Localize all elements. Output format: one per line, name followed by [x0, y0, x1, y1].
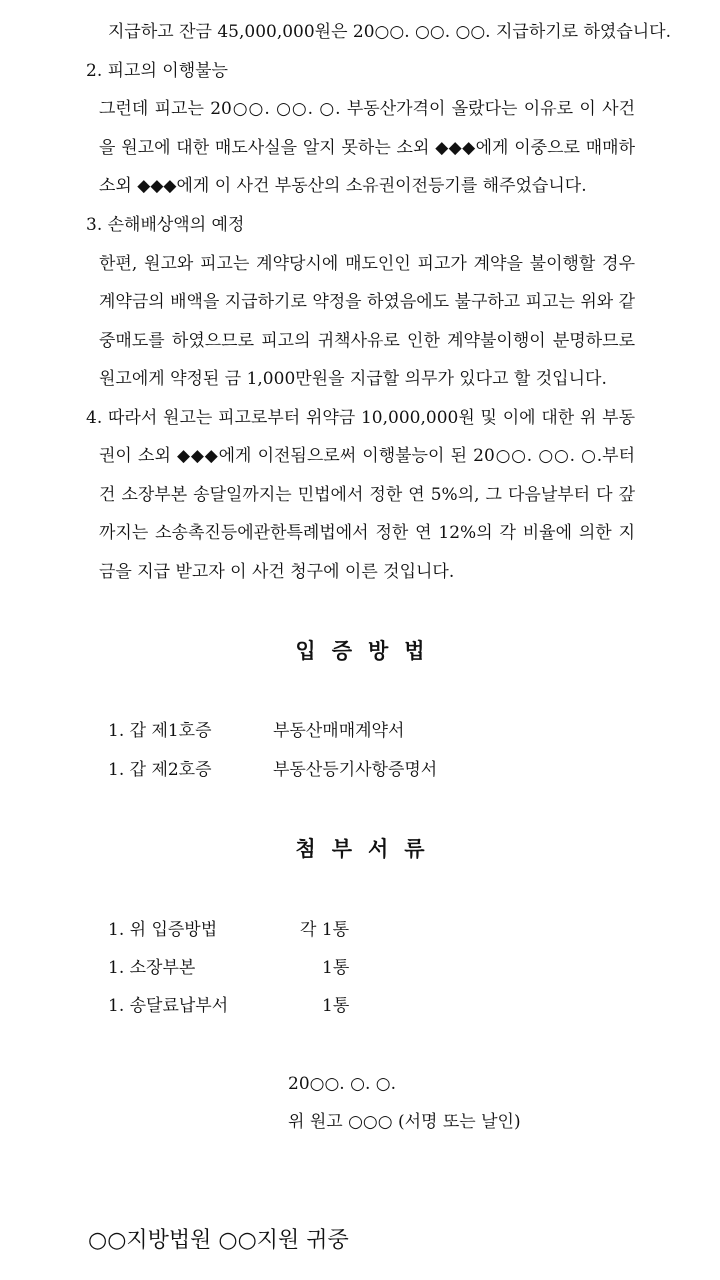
section-2-line-2: 을 원고에 대한 매도사실을 알지 못하는 소외 ◆◆◆에게 이중으로 매매하	[99, 138, 635, 158]
section-2-line-1: 그런데 피고는 20○○. ○○. ○. 부동산가격이 올랐다는 이유로 이 사건	[99, 99, 635, 119]
signature-date: 20○○. ○. ○.	[288, 1074, 396, 1094]
section-3-title: 3. 손해배상액의 예정	[86, 215, 245, 235]
evidence-item-2-label: 1. 갑 제2호증	[108, 760, 212, 780]
section-3-line-3: 중매도를 하였으므로 피고의 귀책사유로 인한 계약불이행이 분명하므로	[99, 331, 635, 351]
section-4-line-2: 건 소장부본 송달일까지는 민법에서 정한 연 5%의, 그 다음날부터 다 갚	[99, 485, 635, 505]
evidence-item-1-value: 부동산매매계약서	[273, 721, 405, 741]
intro-line: 지급하고 잔금 45,000,000원은 20○○. ○○. ○○. 지급하기로 하였습니다.	[108, 22, 672, 42]
evidence-heading: 입증방법	[295, 638, 441, 663]
attachment-item-2-value: 1통	[322, 958, 350, 978]
attachments-heading: 첨부서류	[295, 836, 441, 861]
section-4-title: 4. 따라서 원고는 피고로부터 위약금 10,000,000원 및 이에 대한 위 부동	[86, 408, 635, 428]
section-3-line-4: 원고에게 약정된 금 1,000만원을 지급할 의무가 있다고 할 것입니다.	[99, 369, 607, 389]
section-3-line-2: 계약금의 배액을 지급하기로 약정을 하였음에도 불구하고 피고는 위와 같	[99, 292, 635, 312]
evidence-item-2-value: 부동산등기사항증명서	[273, 760, 438, 780]
attachment-item-1-label: 1. 위 입증방법	[108, 920, 218, 940]
attachment-item-2-label: 1. 소장부본	[108, 958, 196, 978]
attachment-item-1-value: 각 1통	[300, 920, 350, 940]
section-2-title: 2. 피고의 이행불능	[86, 61, 228, 81]
section-4-line-1: 권이 소외 ◆◆◆에게 이전됨으로써 이행불능이 된 20○○. ○○. ○.부터	[99, 446, 635, 466]
evidence-item-1-label: 1. 갑 제1호증	[108, 721, 212, 741]
attachment-item-3-value: 1통	[322, 996, 350, 1016]
section-2-line-3: 소외 ◆◆◆에게 이 사건 부동산의 소유권이전등기를 해주었습니다.	[99, 176, 587, 196]
section-3-line-1: 한편, 원고와 피고는 계약당시에 매도인인 피고가 계약을 불이행할 경우	[99, 254, 635, 274]
section-4-line-3: 까지는 소송촉진등에관한특례법에서 정한 연 12%의 각 비율에 의한 지	[99, 523, 635, 543]
signature-signer: 위 원고 ○○○ (서명 또는 날인)	[288, 1112, 521, 1132]
section-4-line-4: 금을 지급 받고자 이 사건 청구에 이른 것입니다.	[99, 562, 455, 582]
court-addressee: ○○지방법원 ○○지원 귀중	[88, 1228, 349, 1253]
attachment-item-3-label: 1. 송달료납부서	[108, 996, 229, 1016]
